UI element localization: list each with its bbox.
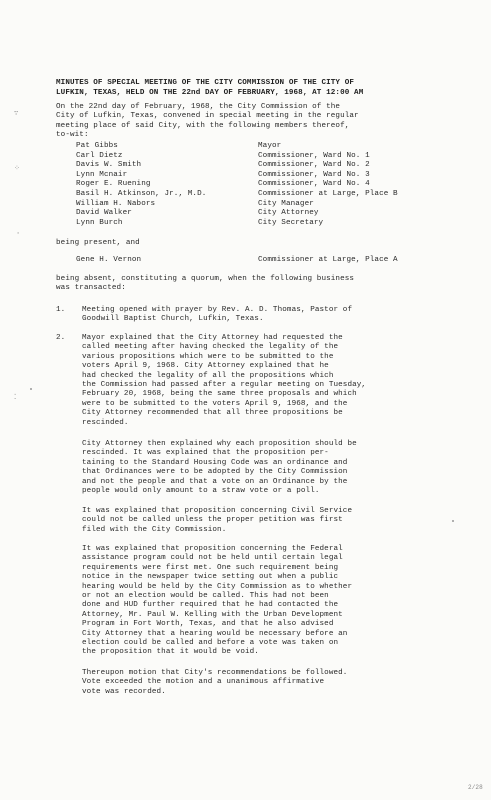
text-line: It was explained that proposition concerning the Federal	[82, 545, 343, 553]
text-line: the proposition that it would be void.	[82, 648, 259, 657]
margin-mark: ⁘	[14, 165, 20, 173]
roster-row	[76, 152, 446, 162]
roster-row	[76, 180, 446, 190]
margin-mark: ∵	[14, 110, 19, 118]
text-line: assistance program could not be held until certain legal	[82, 554, 343, 563]
text-line: Vote exceeded the motion and a unanimous affirmative	[82, 678, 325, 687]
roster-name: William H. Nabors	[76, 199, 156, 208]
roster-role: Commissioner at Large, Place A	[258, 256, 398, 264]
text-line: notice in the newspaper twice setting out when a public	[82, 573, 339, 582]
sub-paragraph	[82, 507, 452, 535]
roster-row	[76, 190, 446, 200]
agenda-item	[56, 306, 451, 325]
text-line: Program in Fort Worth, Texas, and that he also advised	[82, 620, 334, 629]
roster-row	[76, 171, 446, 181]
text-line: done and HUD further required that he had contacted the	[82, 601, 339, 610]
sub-paragraph	[82, 545, 452, 658]
roster-role: City Secretary	[258, 218, 324, 227]
sub-paragraph	[82, 440, 452, 496]
text-line: called meeting after having checked the legality of the	[82, 343, 339, 352]
absent-roster	[76, 256, 446, 266]
roster-name: Carl Dietz	[76, 151, 123, 160]
roster-row	[76, 209, 446, 219]
attendance-roster	[76, 142, 446, 228]
roster-name: Basil H. Atkinson, Jr., M.D.	[76, 189, 207, 198]
item-body	[82, 306, 352, 325]
roster-role: City Attorney	[258, 209, 319, 218]
text-line: It was explained that proposition concerning Civil Service	[82, 507, 353, 515]
text-line: City Attorney that a hearing would be necessary before an	[82, 629, 348, 638]
roster-name: Davis W. Smith	[76, 161, 142, 170]
text-line: City Attorney recommended that all three propositions be	[82, 409, 343, 418]
agenda-item	[56, 334, 451, 428]
roster-name: Lynn Mcnair	[76, 170, 128, 179]
scan-speck	[452, 520, 454, 522]
text-line: Mayor explained that the City Attorney had requested the	[82, 334, 343, 342]
text-line: was transacted:	[56, 284, 126, 293]
text-line: various propositions which were to be submitted to the	[82, 352, 334, 361]
scan-speck	[30, 388, 32, 390]
text-line: being absent, constituting a quorum, when the following business	[56, 275, 355, 283]
text-line: February 20, 1968, being the same three proposals and which	[82, 390, 357, 399]
text-line: City Attorney then explained why each proposition should be	[82, 440, 357, 448]
roster-role: Commissioner, Ward No. 3	[258, 170, 370, 179]
text-line: rescinded.	[82, 418, 129, 427]
page-footer-mark: 2/28	[468, 784, 483, 791]
item-body	[82, 334, 366, 428]
text-line: rescinded. It was explained that the proposition per-	[82, 449, 329, 458]
roster-row	[76, 142, 446, 152]
text-line: hearing would be held by the City Commission as to whether	[82, 582, 353, 591]
roster-role: Commissioner at Large, Place B	[258, 189, 398, 198]
text-line: election could be called and before a vote was taken on	[82, 638, 339, 647]
margin-mark: ⁚	[14, 394, 17, 402]
text-line: could not be called unless the proper petition was first	[82, 516, 343, 525]
item-number: 1.	[56, 306, 66, 314]
present-line	[56, 239, 441, 248]
text-line: requirements were first met. One such requirement being	[82, 563, 339, 572]
text-line: to-wit:	[56, 131, 89, 140]
text-line: or not an election would be called. This had not been	[82, 591, 329, 600]
text-line: and not the people and that a vote on an Ordinance by the	[82, 477, 348, 486]
title-line: MINUTES OF SPECIAL MEETING OF THE CITY COMMISSION OF THE CITY OF	[56, 79, 355, 87]
roster-role: City Manager	[258, 199, 314, 208]
text-line: the Commission had passed after a regular meeting on Tuesday,	[82, 380, 367, 389]
roster-name: Lynn Burch	[76, 218, 123, 227]
text-line: had checked the legality of all the propositions which	[82, 371, 334, 380]
roster-row	[76, 161, 446, 171]
roster-row	[76, 256, 446, 266]
text-line: Thereupon motion that City's recommendations be followed.	[82, 669, 348, 677]
text-line: Attorney, Mr. Paul W. Kelling with the Urban Development	[82, 610, 343, 619]
text-line: voters April 9, 1968. City Attorney explained that he	[82, 362, 329, 371]
roster-role: Commissioner, Ward No. 1	[258, 151, 370, 160]
roster-role: Commissioner, Ward No. 4	[258, 180, 370, 189]
roster-name: Gene H. Vernon	[76, 256, 142, 264]
text-line: taining to the Standard Housing Code was an ordinance and	[82, 458, 348, 467]
minutes-title	[56, 79, 436, 98]
text-line: were to be submitted to the voters April 9, 1968, and the	[82, 399, 348, 408]
roster-row	[76, 200, 446, 210]
title-line: LUFKIN, TEXAS, HELD ON THE 22nd DAY OF FEBRUARY, 1968, AT 12:00 AM	[56, 88, 364, 97]
sub-paragraph	[82, 669, 452, 697]
text-line: filed with the City Commission.	[82, 525, 227, 534]
roster-name: David Walker	[76, 209, 132, 218]
text-line: On the 22nd day of February, 1968, the City Commission of the	[56, 103, 341, 111]
roster-role: Mayor	[258, 142, 282, 150]
text-line: being present, and	[56, 239, 140, 247]
intro-paragraph	[56, 103, 441, 141]
text-line: City of Lufkin, Texas, convened in special meeting in the regular	[56, 112, 359, 121]
text-line: that Ordinances were to be adopted by the City Commission	[82, 468, 348, 477]
roster-name: Pat Gibbs	[76, 142, 118, 150]
text-line: vote was recorded.	[82, 687, 166, 696]
margin-mark: ·	[16, 230, 21, 238]
text-line: meeting place of said City, with the following members thereof,	[56, 121, 350, 130]
roster-name: Roger E. Ruening	[76, 180, 151, 189]
item-number: 2.	[56, 334, 66, 342]
text-line: Goodwill Baptist Church, Lufkin, Texas.	[82, 315, 264, 324]
roster-row	[76, 219, 446, 229]
text-line: Meeting opened with prayer by Rev. A. D. Thomas, Pastor of	[82, 306, 353, 314]
text-line: people would only amount to a straw vote or a poll.	[82, 486, 320, 495]
quorum-paragraph	[56, 275, 441, 294]
roster-role: Commissioner, Ward No. 2	[258, 161, 370, 170]
